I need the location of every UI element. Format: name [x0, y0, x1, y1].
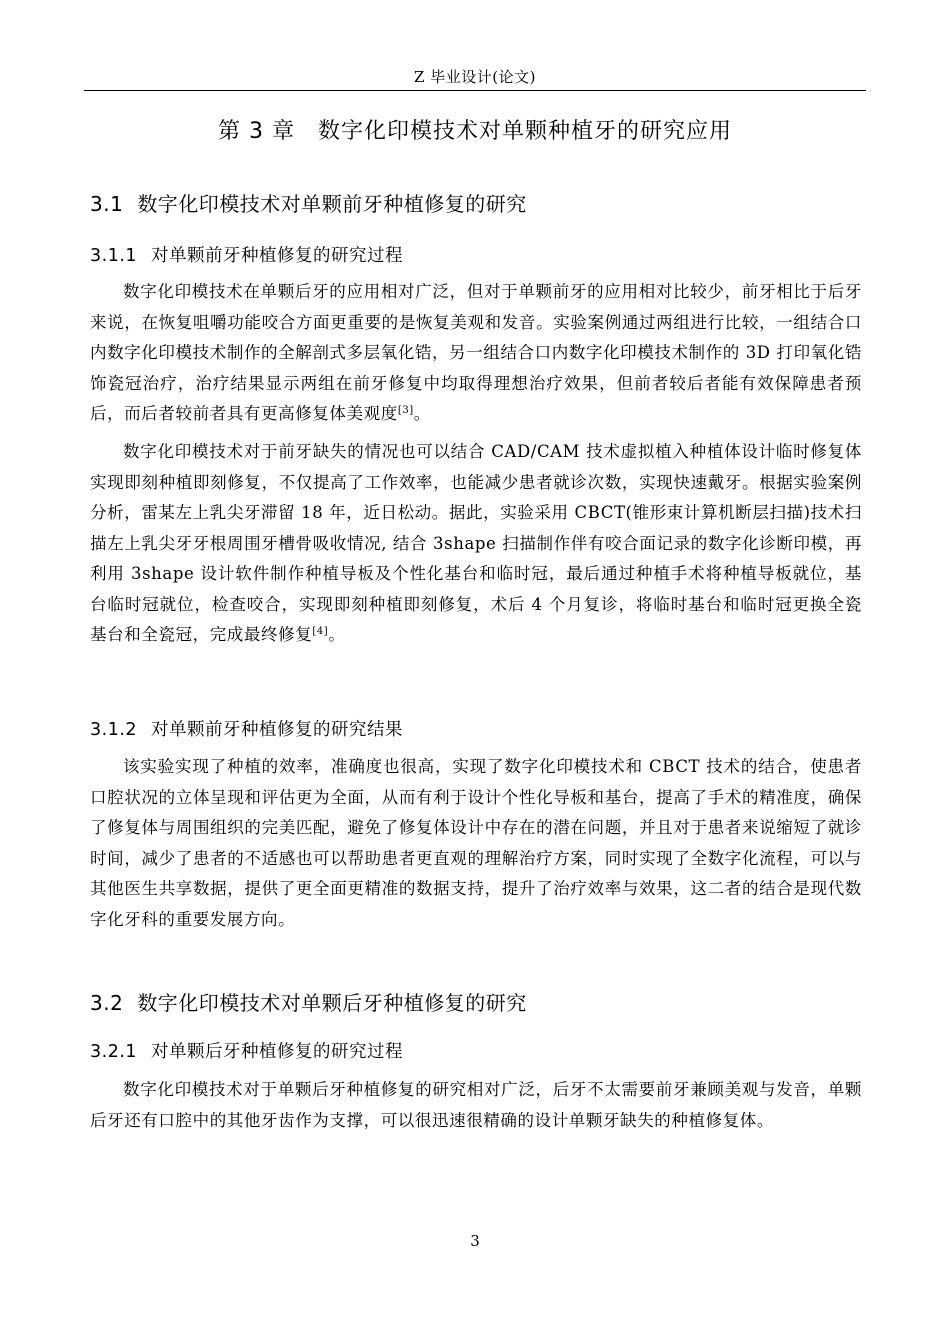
citation-ref: [4] — [312, 626, 329, 637]
section-3-2-heading — [90, 987, 527, 1016]
paragraph: 数字化印模技术对于前牙缺失的情况也可以结合 CAD/CAM 技术虚拟植入种植体设计临时修复体实现即刻种植即刻修复，不仅提高了工作效率，也能减少患者就诊次数，实现快速戴牙。根据实验案例分析，雷某左上乳尖牙滞留 18 年，近日松动。据此，实验采用 CBCT(锥形束计算机断层扫描)技术扫描左上乳尖牙牙根周围牙槽骨吸收情况, 结合 3shape 扫描制作伴有咬合面记录的数字化诊断印模，再利用 3shape 设计软件制作种植导板及个性化基台和临时冠，最后通过种植手术将种植导板就位，基台临时冠就位，检查咬合，实现即刻种植即刻修复，术后 4 个月复诊，将临时基台和临时冠更换全瓷基台和全瓷冠，完成最终修复[4]。 — [90, 442, 862, 644]
page-header: Z 毕业设计(论文) — [414, 68, 536, 86]
section-title: 数字化印模技术对单颗后牙种植修复的研究 — [137, 991, 527, 1015]
paragraph: 该实验实现了种植的效率，准确度也很高，实现了数字化印模技术和 CBCT 技术的结合，使患者口腔状况的立体呈现和评估更为全面，从而有利于设计个性化导板和基台，提高了手术的精准度，确保了修复体与周围组织的完美匹配，避免了修复体设计中存在的潜在问题，并且对于患者来说缩短了就诊时间，减少了患者的不适感也可以帮助患者更直观的理解治疗方案，同时实现了全数字化流程，可以与其他医生共享数据，提供了更全面更精准的数据支持，提升了治疗效率与效果，这二者的结合是现代数字化牙科的重要发展方向。 — [90, 757, 862, 929]
subsection-title: 对单颗前牙种植修复的研究过程 — [151, 246, 404, 266]
subsection-title: 对单颗后牙种植修复的研究过程 — [151, 1042, 404, 1062]
section-3-1-heading — [90, 188, 527, 217]
paragraph: 数字化印模技术在单颗后牙的应用相对广泛，但对于单颗前牙的应用相对比较少，前牙相比于后牙来说，在恢复咀嚼功能咬合方面更重要的是恢复美观和发音。实验案例通过两组进行比较，一组结合口内数字化印模技术制作的全解剖式多层氧化锆，另一组结合口内数字化印模技术制作的 3D 打印氧化锆饰瓷冠治疗，治疗结果显示两组在前牙修复中均取得理想治疗效果，但前者较后者能有效保障患者预后，而后者较前者具有更高修复体美观度[3]。 — [90, 282, 862, 423]
subsection-number: 3.1.1 — [90, 246, 138, 266]
subsection-3-1-2-heading — [90, 716, 403, 741]
subsection-3-2-1-heading — [90, 1038, 403, 1063]
subsection-title: 对单颗前牙种植修复的研究结果 — [151, 720, 404, 740]
subsection-number: 3.2.1 — [90, 1042, 138, 1062]
page-number: 3 — [470, 1232, 480, 1250]
header-rule — [84, 90, 866, 91]
section-number: 3.1 — [90, 192, 124, 216]
section-number: 3.2 — [90, 991, 124, 1015]
section-title: 数字化印模技术对单颗前牙种植修复的研究 — [137, 192, 527, 216]
subsection-number: 3.1.2 — [90, 720, 138, 740]
chapter-title: 第 3 章 数字化印模技术对单颗种植牙的研究应用 — [218, 119, 732, 144]
paragraph: 数字化印模技术对于单颗后牙种植修复的研究相对广泛，后牙不太需要前牙兼顾美观与发音，单颗后牙还有口腔中的其他牙齿作为支撑，可以很迅速很精确的设计单颗牙缺失的种植修复体。 — [90, 1080, 862, 1130]
subsection-3-1-1-heading — [90, 242, 403, 267]
citation-ref: [3] — [397, 405, 414, 416]
